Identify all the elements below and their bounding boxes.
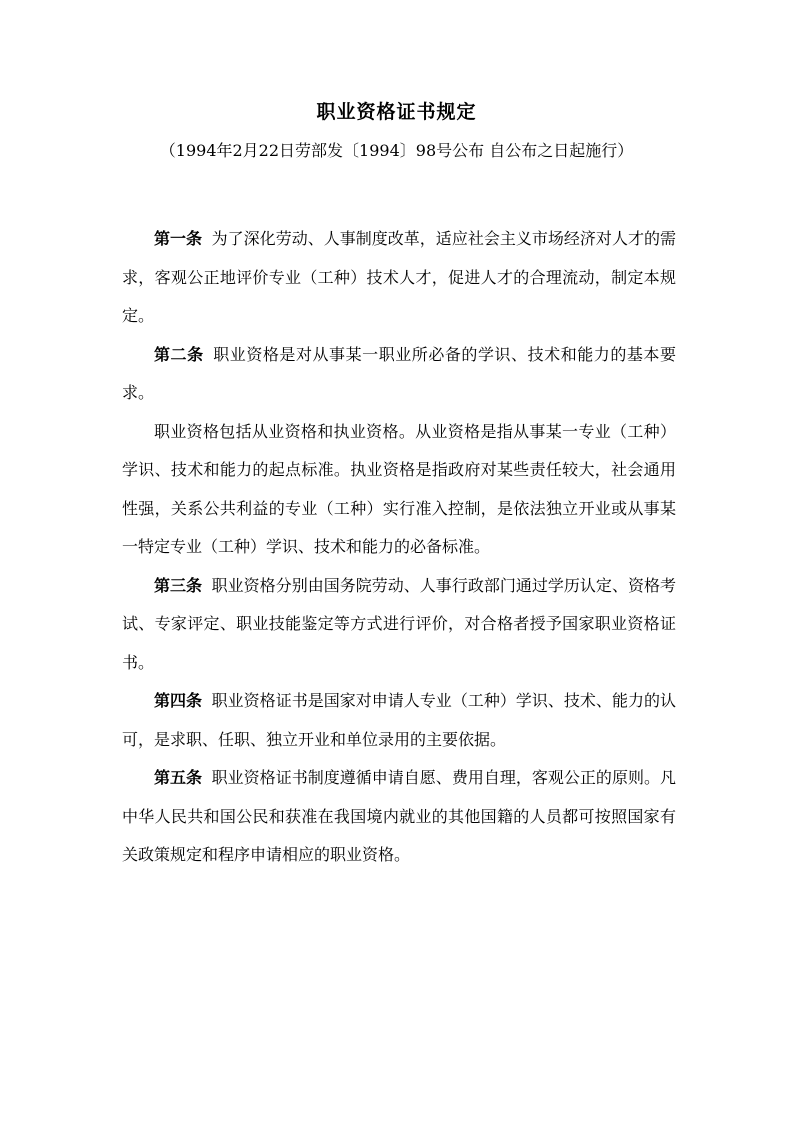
article-3 <box>122 567 676 683</box>
document-title: 职业资格证书规定 <box>316 101 477 123</box>
article-1 <box>122 220 676 336</box>
article-label: 第一条 <box>154 229 203 248</box>
article-2-paragraph-2 <box>122 413 676 567</box>
article-text: 职业资格是对从事某一职业所必备的学识、技术和能力的基本要求。 <box>122 344 676 402</box>
article-2 <box>122 336 676 413</box>
article-label: 第五条 <box>154 768 203 787</box>
article-4 <box>122 682 676 759</box>
article-5 <box>122 759 676 875</box>
article-text: 职业资格证书制度遵循申请自愿、费用自理，客观公正的原则。凡中华人民共和国公民和获准在我国境内就业的其他国籍的人员都可按照国家有关政策规定和程序申请相应的职业资格。 <box>122 768 676 864</box>
document-subtitle: （1994年2月22日劳部发〔1994〕98号公布 自公布之日起施行） <box>159 141 634 160</box>
article-text: 职业资格分别由国务院劳动、人事行政部门通过学历认定、资格考试、专家评定、职业技能鉴定等方式进行评价，对合格者授予国家职业资格证书。 <box>122 575 676 672</box>
document-body <box>122 220 676 875</box>
article-text: 职业资格证书是国家对申请人专业（工种）学识、技术、能力的认可，是求职、任职、独立开业和单位录用的主要依据。 <box>122 691 676 749</box>
article-label: 第四条 <box>154 691 203 710</box>
article-text: 职业资格包括从业资格和执业资格。从业资格是指从事某一专业（工种）学识、技术和能力的起点标准。执业资格是指政府对某些责任较大，社会通用性强，关系公共利益的专业（工种）实行准入控制，是依法独立开业或从事某一特定专业（工种）学识、技术和能力的必备标准。 <box>122 421 676 556</box>
article-text: 为了深化劳动、人事制度改革，适应社会主义市场经济对人才的需求，客观公正地评价专业（工种）技术人才，促进人才的合理流动，制定本规定。 <box>122 229 676 325</box>
article-label: 第三条 <box>154 575 203 595</box>
article-label: 第二条 <box>154 344 204 364</box>
